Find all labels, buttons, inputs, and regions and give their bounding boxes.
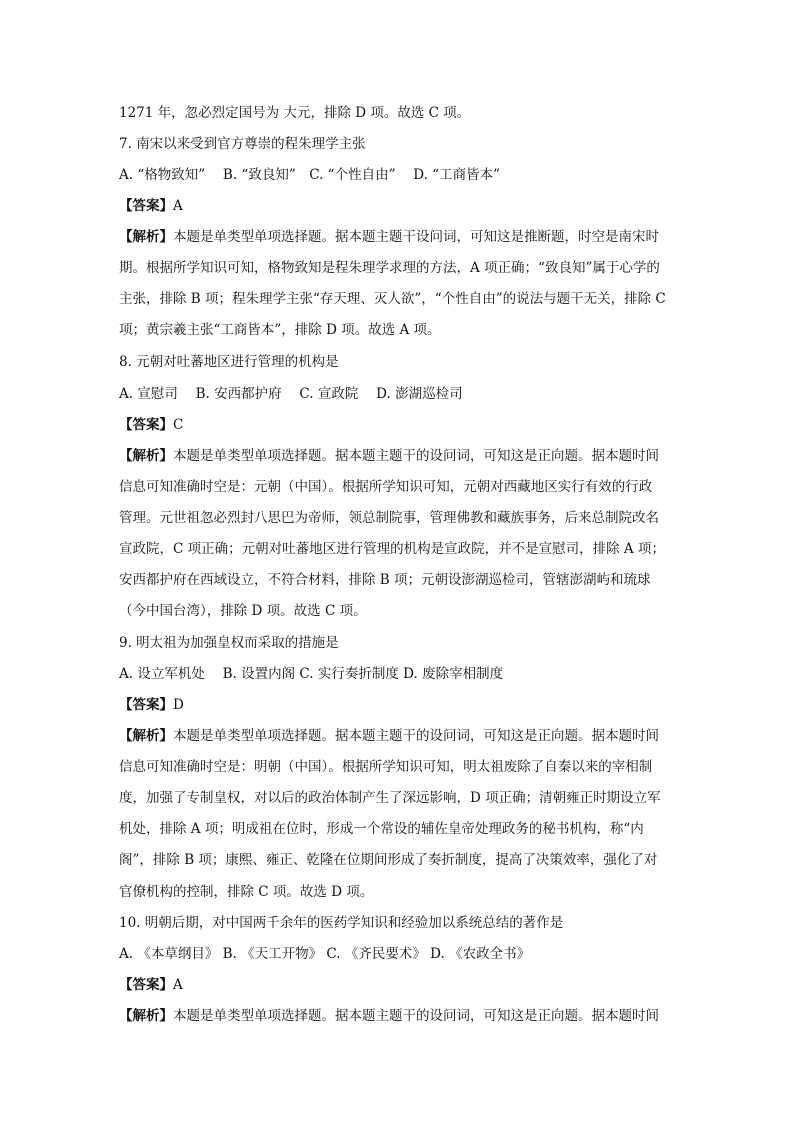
question-7-answer [119,197,679,215]
question-10-answer [119,976,679,994]
question-9-answer [119,696,679,714]
section-text: A [173,198,183,214]
text-line: 信息可知准确时空是：明朝（中国）。根据所学知识可知，明太祖废除了自秦以来的宰相制 [119,759,653,775]
text-line: 官僚机构的控制，排除 C 项。故选 D 项。 [119,884,374,900]
text-line: 主张，排除 B 项；程朱理学主张“存天理、灭人欲”，“个性自由”的说法与题干无关，排除 C [119,291,666,307]
section-text: A [173,977,183,993]
text-line: 期。根据所学知识可知，格物致知是程朱理学求理的方法，A 项正确；“致良知”属于心学的 [119,260,660,276]
question-9-analysis [119,727,679,745]
text-line: 信息可知准确时空是：元朝（中国）。根据所学知识可知，元朝对西藏地区实行有效的行政 [119,479,653,495]
section-label: 【解析】 [119,1008,173,1024]
question-10-analysis [119,1007,679,1025]
section-label: 【解析】 [119,448,173,464]
text-line: 阁”，排除 B 项；康熙、雍正、乾隆在位期间形成了奏折制度，提高了决策效率，强化了对 [119,852,658,868]
question-8-analysis [119,447,679,465]
text-line: 机处，排除 A 项；明成祖在位时，形成一个常设的辅佐皇帝处理政务的秘书机构，称“内 [119,821,644,837]
question-7-options: A. “格物致知” B. “致良知” C. “个性自由” D. “工商皆本” [119,167,500,183]
text-line: 安西都护府在西域设立，不符合材料，排除 B 项；元朝设澎湖巡检司，管辖澎湖屿和琉球 [119,572,651,588]
question-8-options: A. 宣慰司 B. 安西都护府 C. 宣政院 D. 澎湖巡检司 [119,386,463,402]
question-10-stem: 10. 明朝后期，对中国两千余年的医药学知识和经验加以系统总结的著作是 [119,915,564,931]
text-line: 度，加强了专制皇权，对以后的政治体制产生了深远影响，D 项正确；清朝雍正时期设立军 [119,790,661,806]
section-text: 本题是单类型单项选择题。据本题主题干的设问词，可知这是正向题。据本题时间 [173,448,659,464]
section-label: 【解析】 [119,728,173,744]
question-9-options: A. 设立军机处 B. 设置内阁 C. 实行奏折制度 D. 废除宰相制度 [119,666,504,682]
question-7-stem: 7. 南宋以来受到官方尊崇的程朱理学主张 [119,136,366,152]
section-text: C [173,417,184,433]
question-7-analysis [119,228,679,246]
question-8-answer [119,416,679,434]
section-label: 【答案】 [119,417,173,433]
question-9-stem: 9. 明太祖为加强皇权而采取的措施是 [119,635,339,651]
section-text: 本题是单类型单项选择题。据本题主题干的设问词，可知这是正向题。据本题时间 [173,1008,659,1024]
section-text: D [173,697,184,713]
question-10-options: A. 《本草纲目》 B. 《天工开物》 C. 《齐民要术》 D. 《农政全书》 [119,946,531,962]
section-text: 本题是单类型单项选择题。据本题主题干的设问词，可知这是正向题。据本题时间 [173,728,659,744]
text-line: 宣政院，C 项正确；元朝对吐蕃地区进行管理的机构是宣政院，并不是宣慰司，排除 A 项； [119,541,665,557]
section-text: 本题是单类型单项选择题。据本题主题干设问词，可知这是推断题，时空是南宋时 [173,229,659,245]
section-label: 【答案】 [119,977,173,993]
question-8-stem: 8. 元朝对吐蕃地区进行管理的机构是 [119,354,339,370]
text-line: 1271 年，忽必烈定国号为 大元，排除 D 项。故选 C 项。 [119,105,471,121]
text-line: 管理。元世祖忽必烈封八思巴为帝师，领总制院事，管理佛教和藏族事务，后来总制院改名 [119,510,659,526]
text-line: 项；黄宗羲主张“工商皆本”，排除 D 项。故选 A 项。 [119,322,441,338]
section-label: 【答案】 [119,198,173,214]
section-label: 【答案】 [119,697,173,713]
section-label: 【解析】 [119,229,173,245]
text-line: （今中国台湾），排除 D 项。故选 C 项。 [119,603,367,619]
